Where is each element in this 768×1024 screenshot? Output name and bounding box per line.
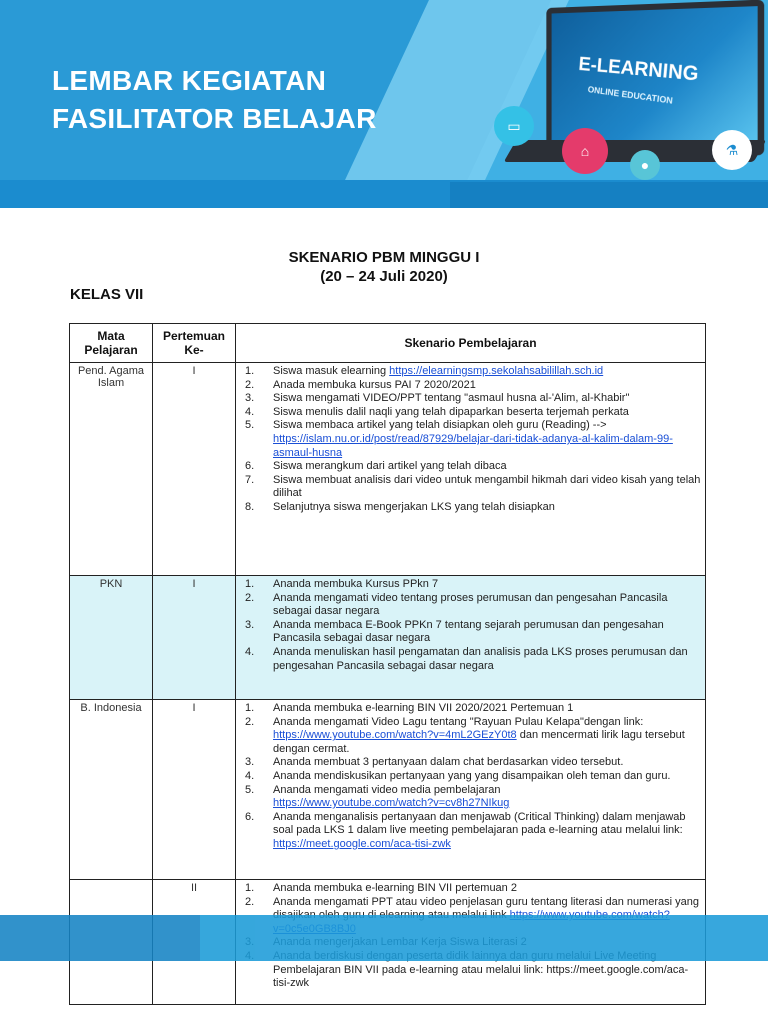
list-item: 4. Ananda mendiskusikan pertanyaan yang yang disampaikan oleh teman dan guru. [239, 770, 702, 784]
globe-icon: ● [630, 150, 660, 180]
microscope-icon: ⚗ [712, 130, 752, 170]
list-item: 4. Ananda menuliskan hasil pengamatan dan analisis pada LKS proses perumusan dan pengesahan Pancasila sebagai dasar negara [239, 646, 702, 673]
title-line-2: FASILITATOR BELAJAR [52, 103, 377, 134]
elearning-illustration [490, 0, 768, 190]
item-text: Pembelajaran BIN VII pada e-learning atau melalui link: https://meet.google.com/aca-tisi-zwk [273, 963, 689, 990]
item-text: Siswa merangkum dari artikel yang telah dibaca [273, 460, 507, 473]
item-text: Ananda mengamati video media pembelajaran [273, 783, 501, 796]
header-meeting: Pertemuan Ke- [153, 324, 236, 363]
scenario-list [239, 578, 702, 673]
scenario-table [69, 323, 706, 1005]
item-text: Siswa masuk elearning [273, 365, 390, 377]
illustration-title: E-LEARNING [577, 53, 700, 86]
scenario-cell [236, 700, 706, 880]
heading-line-2: (20 – 24 Juli 2020) [320, 268, 448, 285]
subject-cell: B. Indonesia [70, 700, 153, 880]
meeting-cell: I [153, 700, 236, 880]
illustration-subtitle: ONLINE EDUCATION [587, 84, 674, 106]
list-item: 2. Ananda mengamati video tentang proses perumusan dan pengesahan Pancasila sebagai dasar negara [239, 592, 702, 619]
item-text: dan mencermati lirik lagu tersebut dengan cermat. [273, 729, 685, 755]
list-item: 5. Siswa membaca artikel yang telah disiapkan oleh guru (Reading) --> https://islam.nu.or.id/post/read/87929/belajar-dari-tidak-adanya-al-kalim-dalam-99-asmaul-husna [245, 419, 673, 459]
elearning-link[interactable]: https://elearningsmp.sekolahsabilillah.sch.id [389, 365, 604, 377]
list-item: 3. Ananda membaca E-Book PPKn 7 tentang sejarah perumusan dan pengesahan Pancasila sebagai dasar negara [239, 619, 702, 646]
scenario-cell [236, 363, 706, 576]
title-line-1: LEMBAR KEGIATAN [52, 65, 327, 96]
meeting-cell: I [153, 576, 236, 700]
list-item: 1. Ananda membuka e-learning BIN VII 2020/2021 Pertemuan 1 [239, 702, 702, 716]
list-item: 3. Siswa mengamati VIDEO/PPT tentang "asmaul husna al-'Alim, al-Khabir" [239, 392, 702, 406]
scenario-list [239, 365, 702, 515]
item-text: Selanjutnya siswa mengerjakan LKS yang telah disiapkan [273, 500, 555, 513]
scenario-cell [236, 576, 706, 700]
youtube-link[interactable]: https://www.youtube.com/watch?v=cv8h27NIkug [273, 797, 510, 810]
item-text: Siswa membuat analisis dari video untuk mengambil hikmah dari video kisah yang telah dilihat [273, 473, 701, 500]
list-item: 6. Ananda menganalisis pertanyaan dan menjawab (Critical Thinking) dalam menjawab soal pada LKS 1 dalam live meeting pembelajaran pada e-learning atau melalui link: https://meet.google.com/aca-tisi-zwk [245, 810, 686, 850]
item-text: Ananda mengamati video tentang proses perumusan dan pengesahan Pancasila sebagai dasar negara [273, 591, 668, 618]
list-item: 1. Ananda membuka e-learning BIN VII pertemuan 2 [239, 882, 702, 896]
list-item: 1. Siswa masuk elearning https://elearningsmp.sekolahsabilillah.sch.id [245, 365, 604, 377]
header-banner [0, 0, 768, 208]
scenario-heading [0, 248, 768, 286]
item-text: Ananda membuka e-learning BIN VII 2020/2021 Pertemuan 1 [273, 702, 574, 714]
monitor-icon: ▭ [494, 106, 534, 146]
item-text: Ananda mendiskusikan pertanyaan yang yang disampaikan oleh teman dan guru. [273, 769, 671, 782]
subject-cell: PKN [70, 576, 153, 700]
page-title [52, 62, 377, 138]
item-text: Ananda menuliskan hasil pengamatan dan analisis pada LKS proses perumusan dan pengesahan Pancasila sebagai dasar negara [273, 645, 688, 672]
footer-bar [0, 915, 768, 961]
subject-cell: Pend. Agama Islam [70, 363, 153, 576]
table-row [70, 700, 706, 880]
list-item: 7. Siswa membuat analisis dari video untuk mengambil hikmah dari video kisah yang telah dilihat [245, 473, 701, 500]
list-item: 5. Ananda mengamati video media pembelajaran https://www.youtube.com/watch?v=cv8h27NIkug [245, 783, 510, 810]
item-text: Siswa menulis dalil naqli yang telah dipaparkan beserta terjemah perkata [273, 405, 629, 418]
item-text: Siswa mengamati VIDEO/PPT tentang "asmaul husna al-'Alim, al-Khabir" [273, 392, 630, 405]
list-item: 2. Ananda mengamati PPT atau video penjelasan guru tentang literasi dan numerasi yang [239, 896, 702, 937]
meeting-cell: II [153, 880, 236, 1005]
table-row [70, 576, 706, 700]
item-text: Anada membuka kursus PAI 7 2020/2021 [273, 378, 476, 391]
item-text: Ananda membuka e-learning BIN VII pertemuan 2 [273, 882, 517, 894]
item-text: Ananda menganalisis pertanyaan dan menjawab (Critical Thinking) dalam menjawab soal pada LKS 1 dalam live meeting pembelajaran pada e-learning atau melalui link: [273, 810, 686, 837]
list-item: 2. Anada membuka kursus PAI 7 2020/2021 [239, 379, 702, 393]
item-text: Ananda membuka Kursus PPkn 7 [273, 578, 439, 590]
article-link[interactable]: https://islam.nu.or.id/post/read/87929/belajar-dari-tidak-adanya-al-kalim-dalam-99-asmaul-husna [273, 432, 673, 459]
scenario-list [239, 702, 702, 852]
item-text: Ananda membaca E-Book PPKn 7 tentang sejarah perumusan dan pengesahan Pancasila sebagai dasar negara [273, 618, 664, 645]
item-text: Ananda membuat 3 pertanyaan dalam chat berdasarkan video tersebut. [273, 756, 624, 769]
item-text: Siswa membaca artikel yang telah disiapkan oleh guru (Reading) --> [273, 419, 607, 432]
class-label: KELAS VII [70, 286, 144, 303]
institution-icon: ⌂ [562, 128, 608, 174]
meet-link[interactable]: https://meet.google.com/aca-tisi-zwk [273, 837, 451, 850]
footer-bar-decoration [0, 915, 200, 961]
table-row [70, 363, 706, 576]
list-item: 6. Siswa merangkum dari artikel yang telah dibaca [239, 460, 702, 474]
list-item: 8. Selanjutnya siswa mengerjakan LKS yang telah disiapkan [239, 501, 702, 515]
header-subject: Mata Pelajaran [70, 324, 153, 363]
header-scenario: Skenario Pembelajaran [236, 324, 706, 363]
table-header-row [70, 324, 706, 363]
meeting-cell: I [153, 363, 236, 576]
item-text: Ananda mengamati PPT atau video penjelasan guru tentang literasi dan numerasi yang [273, 895, 700, 908]
list-item: 4. Siswa menulis dalil naqli yang telah dipaparkan beserta terjemah perkata [239, 406, 702, 420]
list-item: 2. Ananda mengamati Video Lagu tentang "Rayuan Pulau Kelapa"dengan link: https://www.youtube.com/watch?v=4mL2GEzY0t8 dan mencermati lirik lagu tersebut dengan cermat. [245, 715, 685, 755]
youtube-link[interactable]: https://www.youtube.com/watch?v=4mL2GEzY0t8 [273, 729, 517, 742]
heading-line-1: SKENARIO PBM MINGGU I [288, 249, 480, 266]
list-item: 1. Ananda membuka Kursus PPkn 7 [239, 578, 702, 592]
list-item: 3. Ananda membuat 3 pertanyaan dalam chat berdasarkan video tersebut. [239, 756, 702, 770]
item-text: Ananda mengamati Video Lagu tentang "Rayuan Pulau Kelapa"dengan link: [273, 715, 644, 728]
